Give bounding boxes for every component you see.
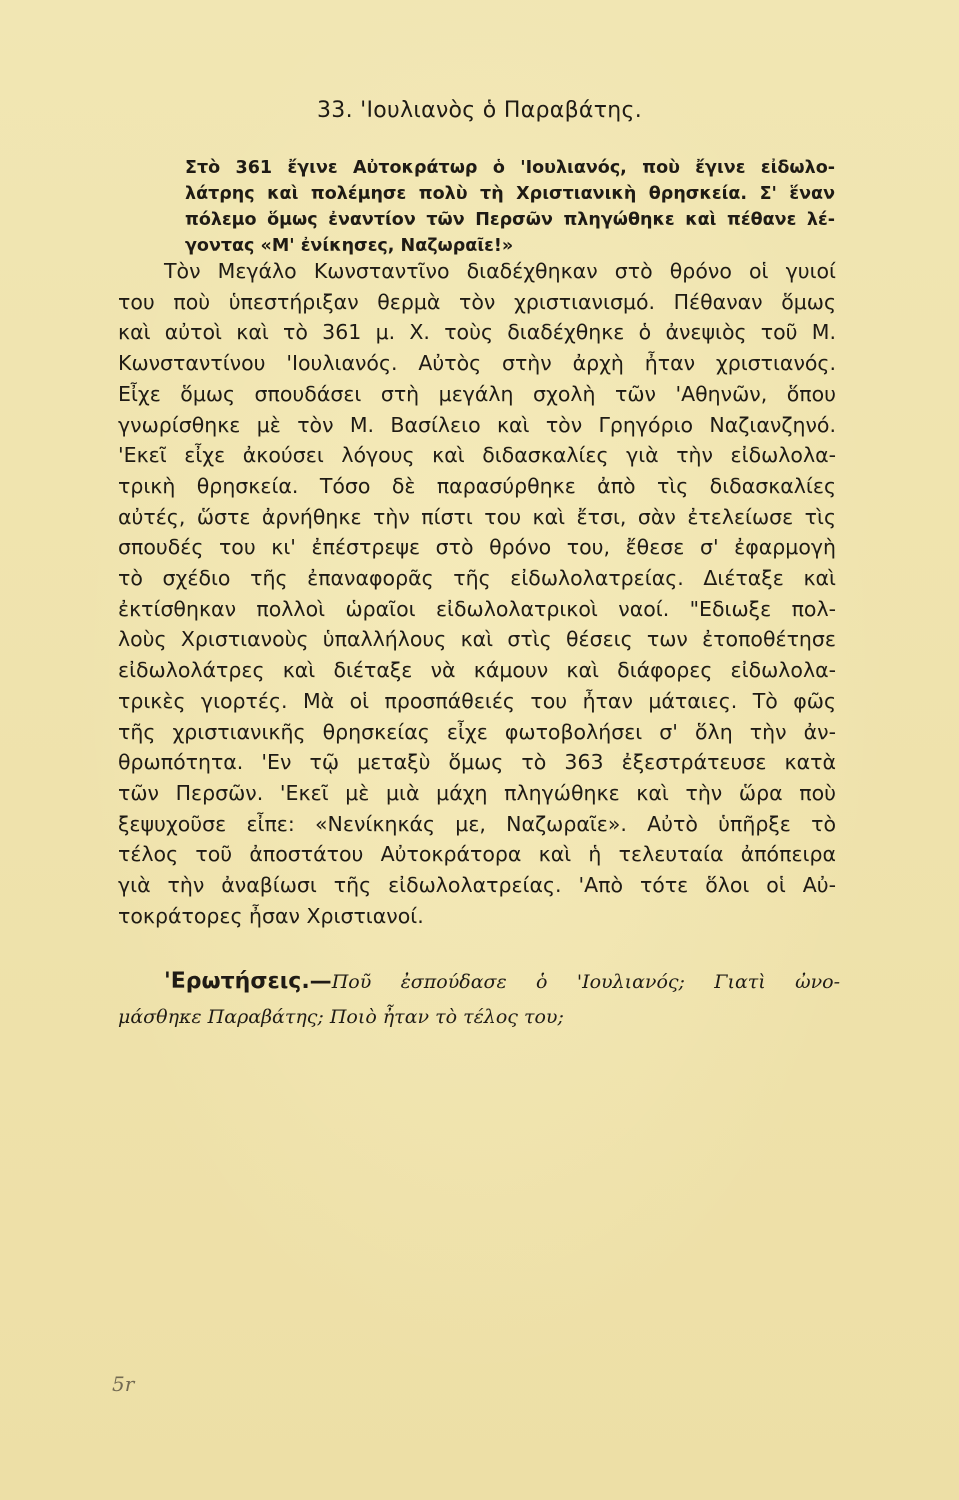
body-line: ξεψυχοῦσε εἶπε: «Νενίκηκάς με, Ναζωραῖε». Αὐτὸ ὑπῆρξε τὸ	[118, 811, 836, 836]
question-text: Ποῦ ἐσπούδασε ὁ 'Ιουλιανός; Γιατὶ ὠνο-	[331, 971, 840, 993]
body-line: τῶν Περσῶν. 'Εκεῖ μὲ μιὰ μάχη πληγώθηκε καὶ τὴν ὥρα ποὺ	[118, 780, 836, 805]
questions-line	[118, 999, 840, 1034]
chapter-summary	[185, 155, 835, 259]
body-line: γιὰ τὴν ἀναβίωσι τῆς εἰδωλολατρείας. 'Απὸ τότε ὅλοι οἱ Αὐ-	[118, 873, 836, 898]
body-line: τρικὴ θρησκεία. Τόσο δὲ παρασύρθηκε ἀπὸ τὶς διδασκαλίες	[118, 473, 836, 498]
question-text: μάσθηκε Παραβάτης; Ποιὸ ἦταν τὸ τέλος του;	[118, 1006, 564, 1028]
chapter-title: 33. 'Ιουλιανὸς ὁ Παραβάτης.	[316, 98, 643, 123]
body-line: 'Εκεῖ εἶχε ἀκούσει λόγους καὶ διδασκαλίες γιὰ τὴν εἰδωλολα-	[118, 443, 836, 468]
body-line: Τὸν Μεγάλο Κωνσταντῖνο διαδέχθηκαν στὸ θρόνο οἱ γυιοί	[164, 259, 836, 283]
body-line: Κωνσταντίνου 'Ιουλιανός. Αὐτὸς στὴν ἀρχὴ ἦταν χριστιανός.	[118, 351, 836, 376]
page-mark: 5r	[112, 1372, 135, 1396]
body-line: τὸ σχέδιο τῆς ἐπαναφορᾶς τῆς εἰδωλολατρείας. Διέταξε καὶ	[118, 566, 836, 591]
questions-label: 'Ερωτήσεις.—	[164, 969, 332, 994]
chapter-body	[118, 256, 836, 931]
body-line: γνωρίσθηκε μὲ τὸν Μ. Βασίλειο καὶ τὸν Γρηγόριο Ναζιανζηνό.	[118, 412, 836, 437]
body-line: σπουδές του κι' ἐπέστρεψε στὸ θρόνο του, ἔθεσε σ' ἐφαρμογὴ	[118, 535, 836, 560]
body-line: θρωπότητα. 'Εν τῷ μεταξὺ ὅμως τὸ 363 ἐξεστράτευσε κατὰ	[118, 750, 836, 775]
body-line: λοὺς Χριστιανοὺς ὑπαλλήλους καὶ στὶς θέσεις των ἐτοποθέτησε	[118, 627, 836, 652]
body-line: Εἶχε ὅμως σπουδάσει στὴ μεγάλη σχολὴ τῶν 'Αθηνῶν, ὅπου	[118, 381, 836, 406]
summary-line: γοντας «Μ' ἐνίκησες, Ναζωραῖε!»	[185, 236, 514, 256]
body-line: ἐκτίσθηκαν πολλοὶ ὡραῖοι εἰδωλολατρικοὶ ναοί. "Εδιωξε πολ-	[118, 596, 836, 621]
body-line: αὐτές, ὥστε ἀρνήθηκε τὴν πίστι του καὶ ἔτσι, σὰν ἐτελείωσε τὶς	[118, 504, 836, 529]
body-line: καὶ αὐτοὶ καὶ τὸ 361 μ. Χ. τοὺς διαδέχθηκε ὁ ἀνεψιὸς τοῦ Μ.	[118, 320, 836, 345]
body-line: τρικὲς γιορτές. Μὰ οἱ προσπάθειές του ἦταν μάταιες. Τὸ φῶς	[118, 688, 836, 713]
summary-line: πόλεμο ὅμως ἐναντίον τῶν Περσῶν πληγώθηκε καὶ πέθανε λέ-	[185, 210, 835, 230]
body-line: τοκράτορες ἦσαν Χριστιανοί.	[118, 903, 424, 928]
body-line: τῆς χριστιανικῆς θρησκείας εἶχε φωτοβολήσει σ' ὅλη τὴν ἀν-	[118, 719, 836, 744]
questions-section	[118, 964, 840, 1034]
summary-line: λάτρης καὶ πολέμησε πολὺ τὴ Χριστιανικὴ θρησκεία. Σ' ἕναν	[185, 184, 835, 204]
body-line: εἰδωλολάτρες καὶ διέταξε νὰ κάμουν καὶ διάφορες εἰδωλολα-	[118, 658, 836, 683]
summary-line: Στὸ 361 ἔγινε Αὐτοκράτωρ ὁ 'Ιουλιανός, ποὺ ἔγινε εἰδωλο-	[185, 158, 835, 178]
questions-line	[118, 964, 840, 999]
body-line: τέλος τοῦ ἀποστάτου Αὐτοκράτορα καὶ ἡ τελευταία ἀπόπειρα	[118, 842, 836, 867]
body-line: του ποὺ ὑπεστήριξαν θερμὰ τὸν χριστιανισμό. Πέθαναν ὅμως	[118, 289, 836, 314]
